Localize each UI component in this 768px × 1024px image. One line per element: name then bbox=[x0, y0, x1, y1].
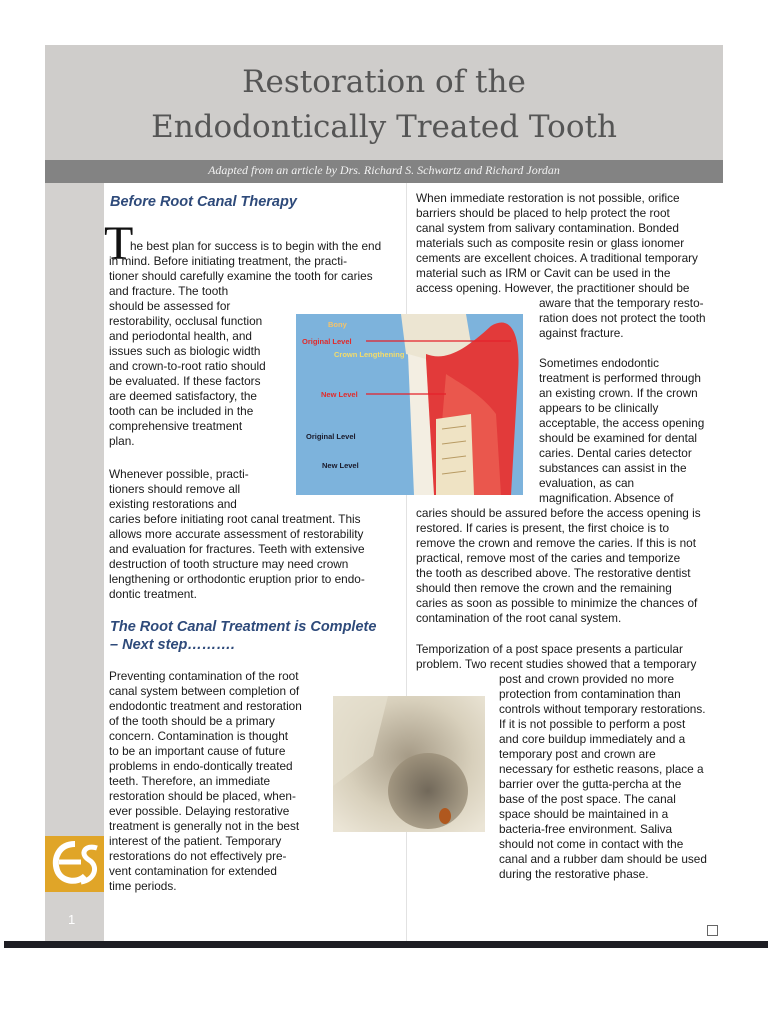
text-line: concern. Contamination is thought bbox=[109, 729, 289, 743]
text-line: vent contamination for extended bbox=[109, 864, 277, 878]
text-line: are deemed satisfactory, the bbox=[109, 389, 257, 403]
text-line: be evaluated. If these factors bbox=[109, 374, 261, 388]
text-line: necessary for esthetic reasons, place a bbox=[499, 762, 704, 776]
text-line: problems in endo-dontically treated bbox=[109, 759, 293, 773]
diagram-label-new-level: New Level bbox=[321, 390, 358, 399]
text-line: caries should be assured before the access opening is bbox=[416, 506, 701, 520]
text-line: canal and a rubber dam should be used bbox=[499, 852, 707, 866]
right-paragraph1 bbox=[416, 191, 698, 296]
text-line: plan. bbox=[109, 434, 135, 448]
text-line: the tooth as described above. The restorative dentist bbox=[416, 566, 691, 580]
text-line: in mind. Before initiating treatment, the practi- bbox=[109, 254, 348, 268]
text-line: against fracture. bbox=[539, 326, 624, 340]
text-line: canal system between completion of bbox=[109, 684, 300, 698]
text-line: lengthening or orthodontic eruption prior to endo- bbox=[109, 572, 365, 586]
byline-bar bbox=[45, 160, 723, 183]
text-line: ever possible. Delaying restorative bbox=[109, 804, 290, 818]
text-line: tooth can be included in the bbox=[109, 404, 254, 418]
text-line: cements are excellent choices. A traditional temporary bbox=[416, 251, 698, 265]
text-line: should be examined for dental bbox=[539, 431, 698, 445]
corner-checkbox[interactable] bbox=[707, 925, 718, 936]
text-line: destruction of tooth structure may need crown bbox=[109, 557, 349, 571]
text-line: treatment is generally not in the best bbox=[109, 819, 300, 833]
section2-paragraph bbox=[109, 669, 302, 894]
footer-bar bbox=[4, 941, 768, 948]
text-line: and periodontal health, and bbox=[109, 329, 252, 343]
text-line: restored. If caries is present, the first choice is to bbox=[416, 521, 670, 535]
text-line: Sometimes endodontic bbox=[539, 356, 660, 370]
text-line: controls without temporary restorations. bbox=[499, 702, 706, 716]
text-line: aware that the temporary resto- bbox=[539, 296, 704, 310]
page-title-line2: Endodontically Treated Tooth bbox=[151, 109, 617, 145]
text-line: material such as IRM or Cavit can be used in the bbox=[416, 266, 671, 280]
text-line: protection from contamination than bbox=[499, 687, 681, 701]
text-line: When immediate restoration is not possible, orifice bbox=[416, 191, 680, 205]
text-line: practical, remove most of the caries and temporize bbox=[416, 551, 681, 565]
text-line: and fracture. The tooth bbox=[109, 284, 229, 298]
text-line: should then remove the crown and the remaining bbox=[416, 581, 672, 595]
text-line: appears to be clinically bbox=[539, 401, 659, 415]
text-line: contamination of the root canal system. bbox=[416, 611, 622, 625]
diagram-label-crown-lengthening: Crown Lengthening bbox=[334, 350, 405, 359]
text-line: canal system from salivary contamination. Bonded bbox=[416, 221, 679, 235]
right-paragraph1-continued bbox=[539, 296, 706, 341]
page-number: 1 bbox=[68, 912, 76, 927]
text-line: comprehensive treatment bbox=[109, 419, 243, 433]
title-banner bbox=[45, 45, 723, 160]
text-line: space should be maintained in a bbox=[499, 807, 669, 821]
text-line: time periods. bbox=[109, 879, 177, 893]
drop-cap: T bbox=[104, 217, 134, 270]
right-paragraph2 bbox=[539, 356, 704, 506]
text-line: post and crown provided no more bbox=[499, 672, 675, 686]
text-line: base of the post space. The canal bbox=[499, 792, 676, 806]
text-line: during the restorative phase. bbox=[499, 867, 649, 881]
text-line: substances can assist in the bbox=[539, 461, 687, 475]
text-line: and evaluation for fractures. Teeth with extensive bbox=[109, 542, 365, 556]
section-heading-line1: The Root Canal Treatment is Complete bbox=[110, 619, 377, 635]
text-line: materials such as composite resin or glass ionomer bbox=[416, 236, 685, 250]
text-line: to be an important cause of future bbox=[109, 744, 286, 758]
text-line: restorability, occlusal function bbox=[109, 314, 263, 328]
text-line: existing restorations and bbox=[109, 497, 237, 511]
text-line: should not come in contact with the bbox=[499, 837, 684, 851]
text-line: treatment is performed through bbox=[539, 371, 701, 385]
text-line: and core buildup immediately and a bbox=[499, 732, 686, 746]
left-margin-strip bbox=[45, 183, 104, 941]
text-line: acceptable, the access opening bbox=[539, 416, 705, 430]
byline: Adapted from an article by Drs. Richard S. Schwartz and Richard Jordan bbox=[208, 163, 560, 177]
right-paragraph3-continued bbox=[499, 672, 707, 882]
text-line: of the tooth should be a primary bbox=[109, 714, 275, 728]
right-paragraph2-continued bbox=[416, 506, 701, 626]
text-line: caries. Dental caries detector bbox=[539, 446, 692, 460]
text-line: remove the crown and remove the caries. If this is not bbox=[416, 536, 696, 550]
text-line: restorations do not effectively pre- bbox=[109, 849, 287, 863]
text-line: Whenever possible, practi- bbox=[109, 467, 249, 481]
section-heading-before-root-canal: Before Root Canal Therapy bbox=[110, 194, 297, 210]
text-line: teeth. Therefore, an immediate bbox=[109, 774, 271, 788]
text-line: Temporization of a post space presents a particular bbox=[416, 642, 683, 656]
text-line: magnification. Absence of bbox=[539, 491, 674, 505]
tooth-photo bbox=[333, 696, 485, 832]
text-line: issues such as biologic width bbox=[109, 344, 261, 358]
diagram-label-new-level-bone: New Level bbox=[322, 461, 359, 470]
text-line: tioner should carefully examine the tooth for caries bbox=[109, 269, 373, 283]
diagram-label-original-level: Original Level bbox=[302, 337, 352, 346]
text-line: and crown-to-root ratio should bbox=[109, 359, 266, 373]
text-line: he best plan for success is to begin with the end bbox=[130, 239, 382, 253]
right-paragraph3 bbox=[416, 642, 696, 672]
section-heading-root-canal-complete bbox=[110, 618, 376, 654]
text-line: ration does not protect the tooth bbox=[539, 311, 706, 325]
text-line: allows more accurate assessment of restorability bbox=[109, 527, 364, 541]
text-line: problem. Two recent studies showed that a temporary bbox=[416, 657, 697, 671]
crown-lengthening-diagram bbox=[296, 314, 523, 495]
text-line: tioners should remove all bbox=[109, 482, 241, 496]
text-line: barriers should be placed to help protect the root bbox=[416, 206, 670, 220]
text-line: endodontic treatment and restoration bbox=[109, 699, 302, 713]
practice-logo bbox=[45, 836, 104, 892]
text-line: interest of the patient. Temporary bbox=[109, 834, 282, 848]
diagram-label-bony: Bony bbox=[328, 320, 347, 329]
text-line: caries as soon as possible to minimize the chances of bbox=[416, 596, 698, 610]
text-line: caries before initiating root canal treatment. This bbox=[109, 512, 361, 526]
text-line: If it is not possible to perform a post bbox=[499, 717, 686, 731]
text-line: Preventing contamination of the root bbox=[109, 669, 299, 683]
text-line: temporary post and crown are bbox=[499, 747, 656, 761]
text-line: dontic treatment. bbox=[109, 587, 197, 601]
text-line: restoration should be placed, when- bbox=[109, 789, 296, 803]
text-line: should be assessed for bbox=[109, 299, 231, 313]
section-heading-line2: – Next step………. bbox=[110, 637, 235, 653]
text-line: bacteria-free environment. Saliva bbox=[499, 822, 673, 836]
text-line: barrier over the gutta-percha at the bbox=[499, 777, 682, 791]
text-line: access opening. However, the practitioner should be bbox=[416, 281, 690, 295]
text-line: evaluation, as can bbox=[539, 476, 635, 490]
diagram-label-original-level-bone: Original Level bbox=[306, 432, 356, 441]
text-line: an existing crown. If the crown bbox=[539, 386, 698, 400]
page-title-line1: Restoration of the bbox=[242, 64, 526, 100]
